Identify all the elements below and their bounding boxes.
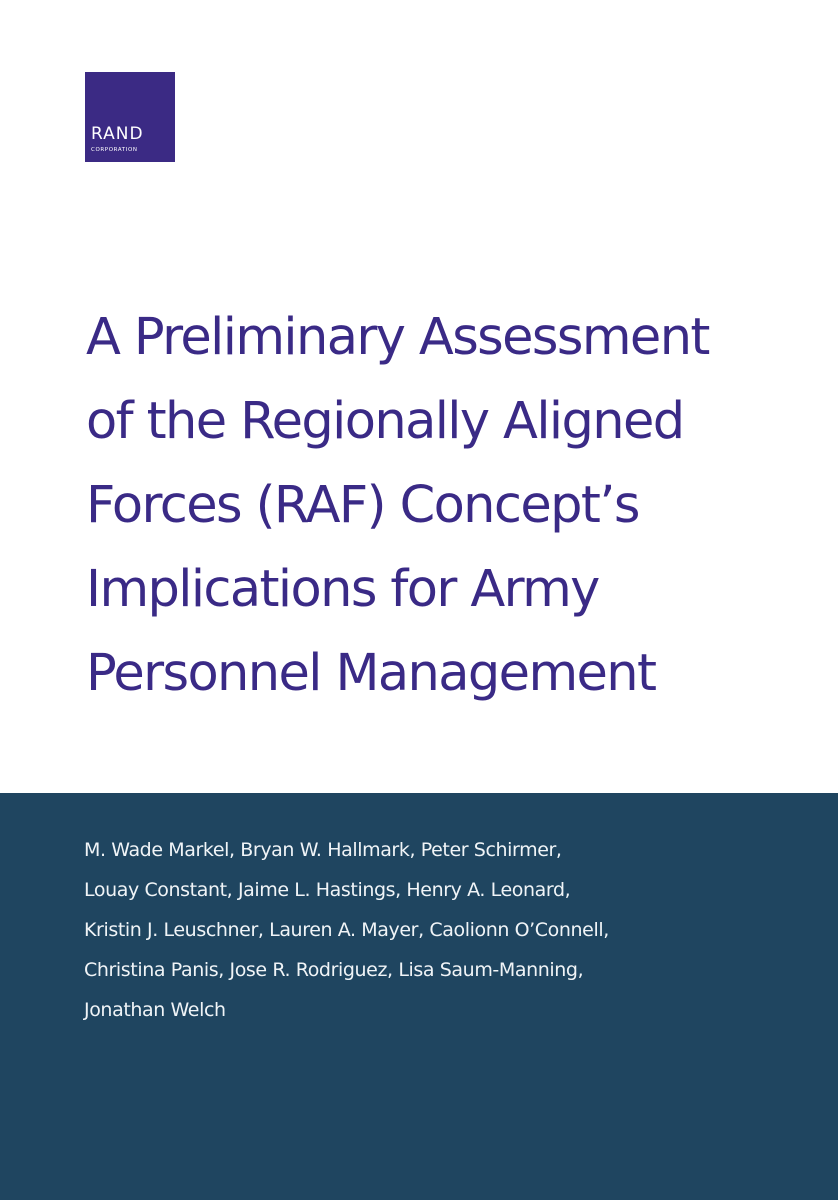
book-title — [86, 296, 806, 716]
title-line: A Preliminary Assessment — [86, 308, 709, 367]
author-line: Kristin J. Leuschner, Lauren A. Mayer, Caolionn O’Connell, — [84, 919, 609, 941]
rand-logo-subtitle: CORPORATION — [91, 147, 138, 153]
title-line: Personnel Management — [86, 644, 656, 703]
rand-logo-wordmark: RAND — [91, 124, 144, 144]
author-line: M. Wade Markel, Bryan W. Hallmark, Peter Schirmer, — [84, 839, 562, 861]
rand-logo — [85, 72, 175, 162]
author-line: Christina Panis, Jose R. Rodriguez, Lisa Saum-Manning, — [84, 959, 584, 981]
author-line: Jonathan Welch — [84, 999, 226, 1021]
title-line: of the Regionally Aligned — [86, 392, 684, 451]
author-list — [84, 830, 784, 1030]
author-band — [0, 793, 838, 1200]
title-line: Implications for Army — [86, 560, 599, 619]
title-line: Forces (RAF) Concept’s — [86, 476, 639, 535]
author-line: Louay Constant, Jaime L. Hastings, Henry A. Leonard, — [84, 879, 571, 901]
